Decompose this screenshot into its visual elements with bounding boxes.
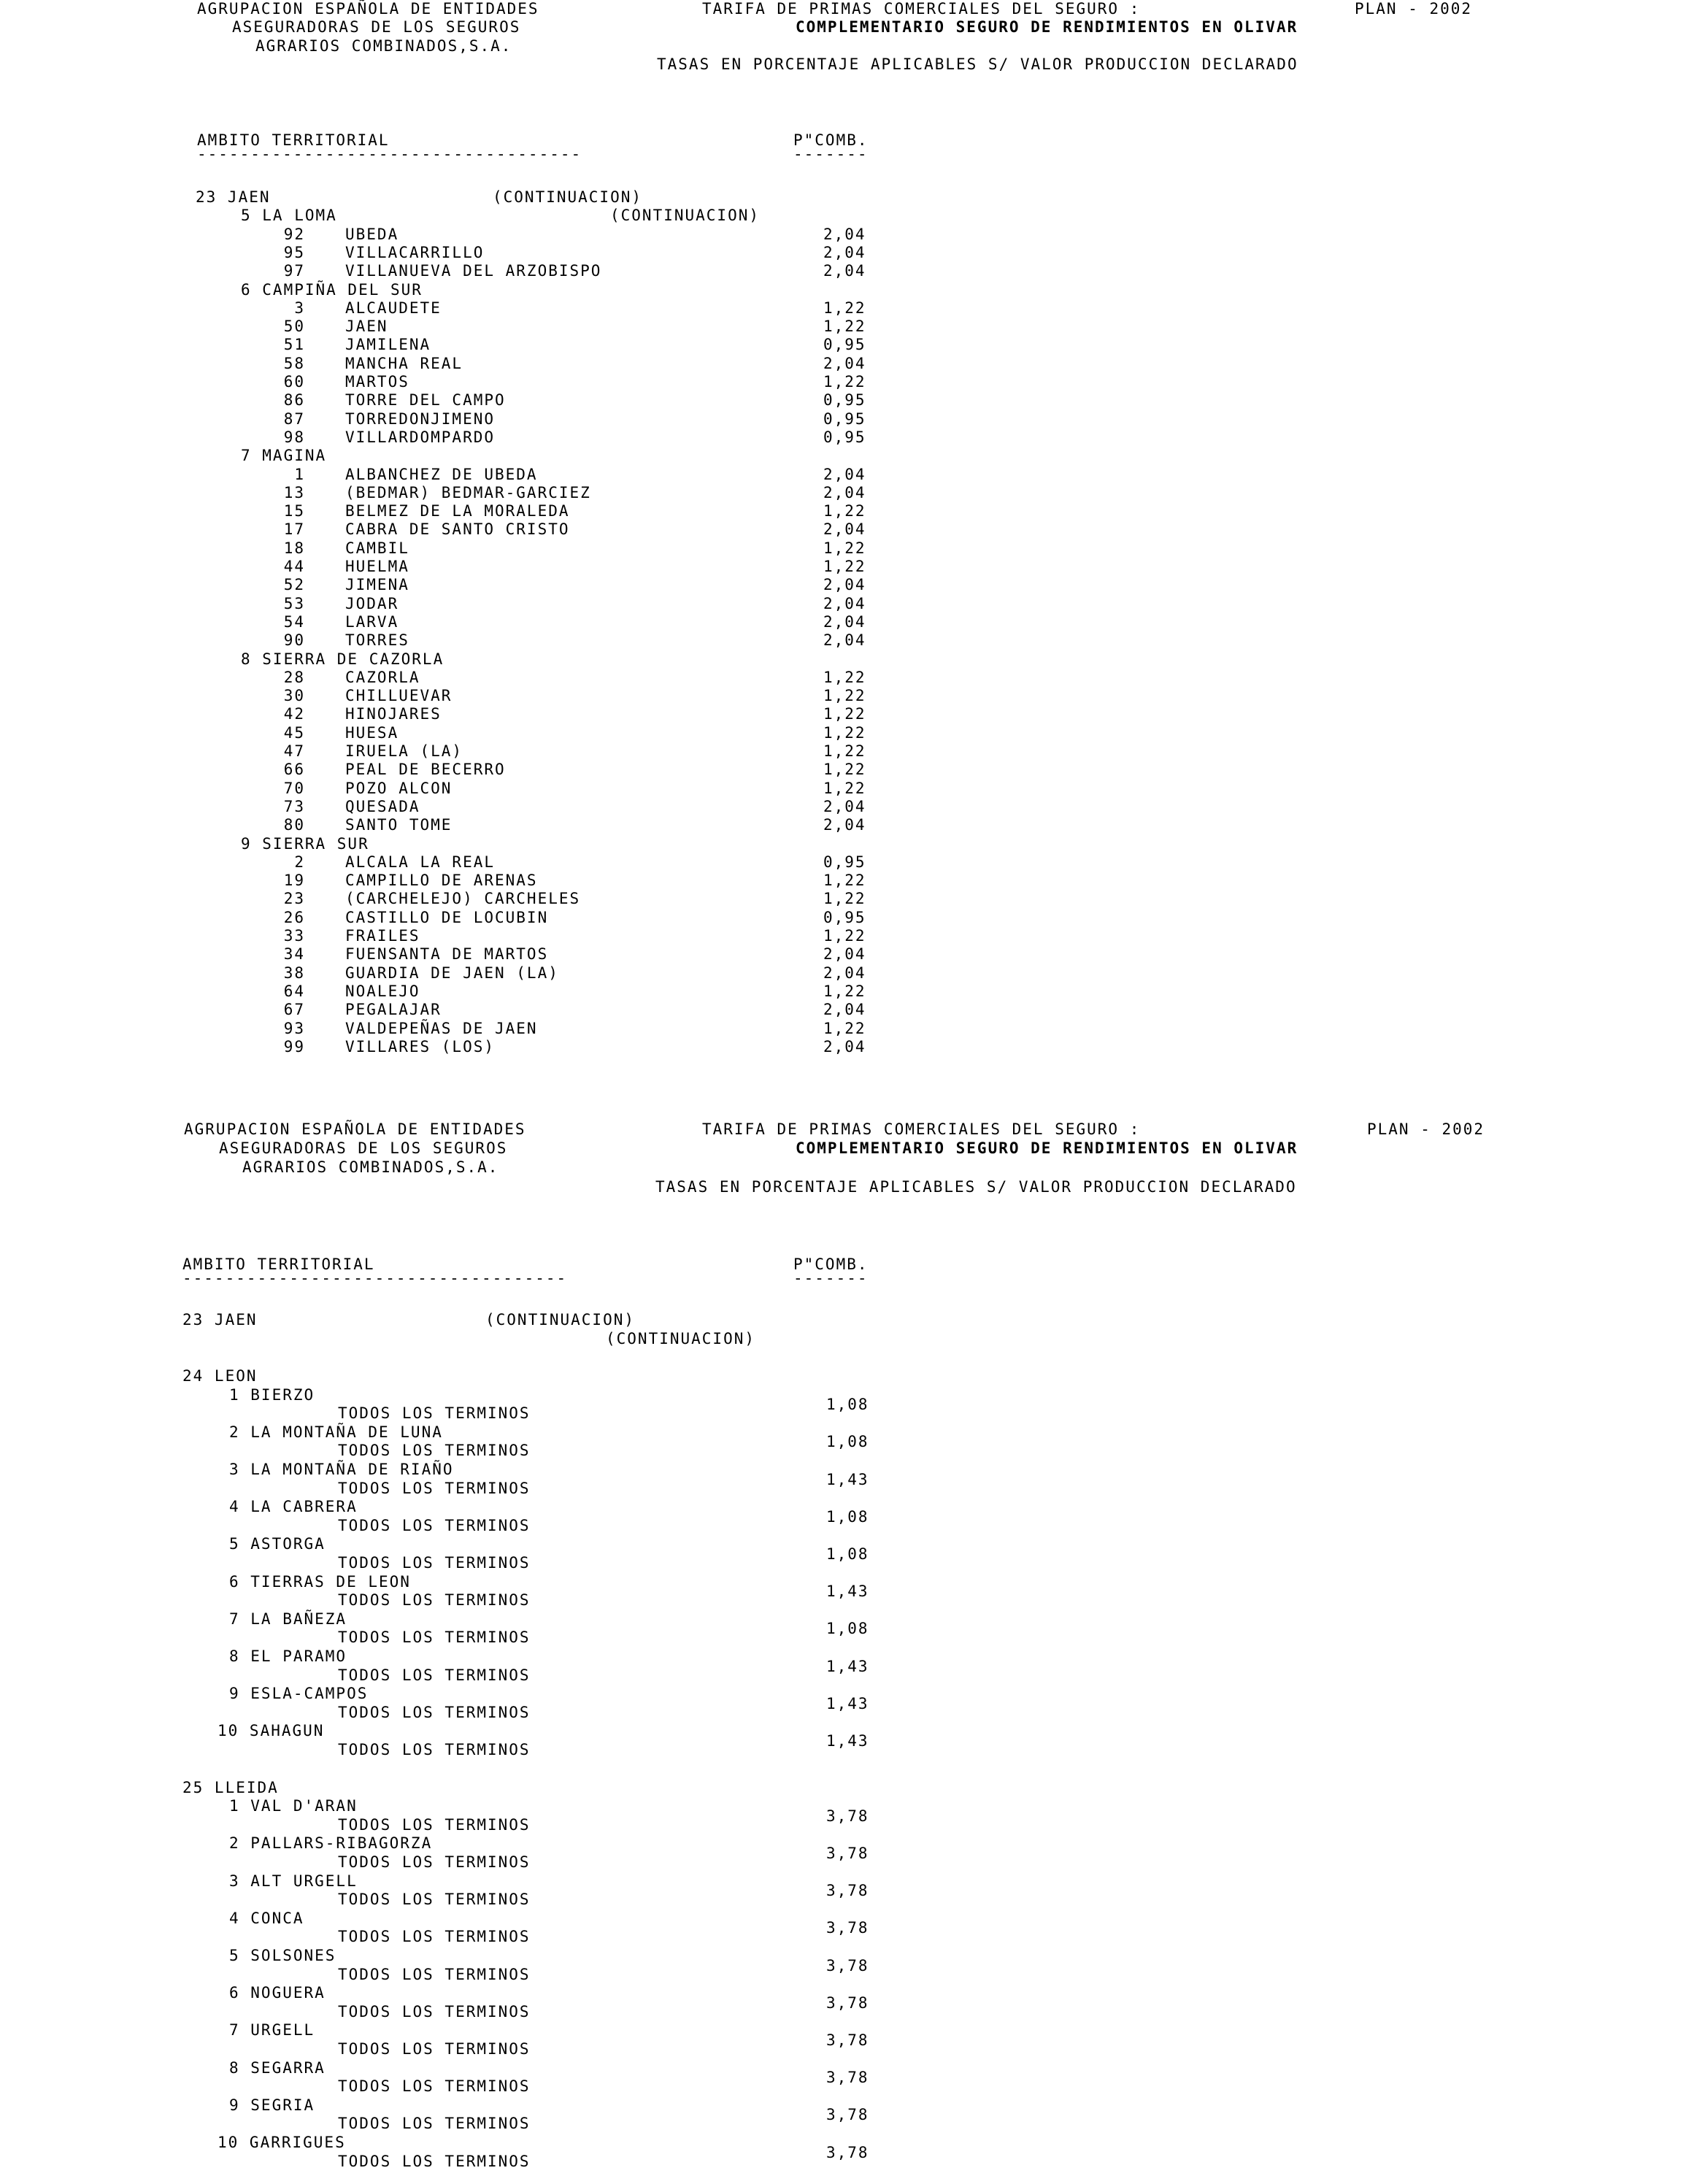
municipality-code: 3: [294, 299, 305, 317]
rate-value: 2,04: [823, 243, 866, 261]
rate-value: 1,22: [823, 318, 866, 336]
municipality-name: TORRE DEL CAMPO: [345, 391, 506, 410]
municipality-name: POZO ALCON: [345, 779, 453, 797]
municipality-code: 34: [283, 945, 305, 964]
municipality-name: UBEDA: [345, 225, 399, 243]
all-terms-label: TODOS LOS TERMINOS: [338, 1815, 531, 1834]
rate-value: 1,22: [823, 502, 866, 520]
municipality-code: 52: [283, 576, 305, 594]
org-name-line-1: AGRUPACION ESPAÑOLA DE ENTIDADES: [184, 1120, 526, 1138]
municipality-name: HINOJARES: [345, 705, 442, 723]
municipality-code: 26: [283, 908, 305, 926]
municipality-code: 95: [283, 243, 305, 261]
municipality-code: 58: [283, 354, 305, 372]
rate-value: 1,08: [826, 1507, 869, 1526]
comarca-label: 8 SIERRA DE CAZORLA: [241, 650, 444, 668]
rate-value: 1,22: [823, 539, 866, 557]
rate-value: 1,08: [826, 1433, 869, 1451]
rate-value: 1,22: [823, 761, 866, 779]
comarca-label: 5 ASTORGA: [229, 1535, 326, 1553]
municipality-code: 33: [283, 927, 305, 945]
municipality-code: 50: [283, 318, 305, 336]
comarca-label: 5 LA LOMA: [241, 207, 337, 225]
rate-value: 1,22: [823, 1019, 866, 1037]
comarca-continuation: (CONTINUACION): [606, 1330, 756, 1347]
rate-value: 2,04: [823, 1037, 866, 1056]
all-terms-label: TODOS LOS TERMINOS: [338, 2077, 531, 2096]
rate-value: 1,22: [823, 705, 866, 723]
municipality-name: VILLARDOMPARDO: [345, 428, 496, 446]
rate-value: 2,04: [823, 262, 866, 280]
rate-value: 0,95: [823, 428, 866, 446]
comarca-label: 6 TIERRAS DE LEON: [229, 1572, 411, 1591]
municipality-name: ALCAUDETE: [345, 299, 442, 317]
comarca-label: 8 SEGARRA: [229, 2058, 326, 2077]
municipality-code: 44: [283, 558, 305, 575]
tariff-title: TARIFA DE PRIMAS COMERCIALES DEL SEGURO :: [702, 0, 1141, 18]
province-continuation: (CONTINUACION): [493, 188, 643, 206]
comarca-label: 7 LA BAÑEZA: [229, 1610, 347, 1628]
rate-value: 2,04: [823, 612, 866, 631]
all-terms-label: TODOS LOS TERMINOS: [338, 1891, 531, 1909]
all-terms-label: TODOS LOS TERMINOS: [338, 1442, 531, 1460]
rate-value: 3,78: [826, 2069, 869, 2087]
rate-value: 1,08: [826, 1396, 869, 1414]
municipality-code: 23: [283, 890, 305, 908]
rate-value: 1,22: [823, 982, 866, 1000]
rate-value: 0,95: [823, 336, 866, 354]
municipality-code: 53: [283, 594, 305, 612]
municipality-name: CHILLUEVAR: [345, 687, 453, 705]
municipality-name: ALCALA LA REAL: [345, 853, 496, 871]
all-terms-label: TODOS LOS TERMINOS: [338, 1516, 531, 1534]
ambito-column-rule: ------------------------------------: [182, 1269, 568, 1287]
ambito-column-header: AMBITO TERRITORIAL: [182, 1256, 375, 1273]
rate-value: 3,78: [826, 2143, 869, 2161]
all-terms-label: TODOS LOS TERMINOS: [338, 1853, 531, 1871]
municipality-name: JIMENA: [345, 576, 409, 594]
municipality-code: 90: [283, 631, 305, 650]
municipality-code: 98: [283, 428, 305, 446]
municipality-name: CAMPILLO DE ARENAS: [345, 872, 538, 890]
rate-value: 1,22: [823, 299, 866, 317]
municipality-code: 97: [283, 262, 305, 280]
rate-value: 1,22: [823, 668, 866, 686]
rate-value: 1,43: [826, 1470, 869, 1488]
comarca-continuation: (CONTINUACION): [610, 207, 761, 225]
all-terms-label: TODOS LOS TERMINOS: [338, 2002, 531, 2020]
comarca-label: 4 LA CABRERA: [229, 1498, 358, 1516]
comarca-label: 9 SIERRA SUR: [241, 834, 369, 853]
comarca-label: 3 ALT URGELL: [229, 1872, 358, 1890]
all-terms-label: TODOS LOS TERMINOS: [338, 1479, 531, 1497]
municipality-name: IRUELA (LA): [345, 742, 463, 760]
municipality-name: SANTO TOME: [345, 816, 453, 834]
municipality-name: PEAL DE BECERRO: [345, 761, 506, 779]
municipality-code: 28: [283, 668, 305, 686]
rate-value: 1,43: [826, 1583, 869, 1601]
rate-value: 1,22: [823, 742, 866, 760]
pcomb-column-header: P"COMB.: [793, 131, 869, 149]
municipality-name: LARVA: [345, 612, 399, 631]
comarca-label: 1 VAL D'ARAN: [229, 1797, 358, 1815]
municipality-code: 87: [283, 410, 305, 428]
municipality-code: 67: [283, 1001, 305, 1019]
rate-value: 2,04: [823, 1001, 866, 1019]
rate-value: 2,04: [823, 964, 866, 982]
municipality-code: 42: [283, 705, 305, 723]
comarca-label: 8 EL PARAMO: [229, 1647, 347, 1665]
municipality-name: MARTOS: [345, 373, 409, 391]
rate-value: 3,78: [826, 1993, 869, 2012]
all-terms-label: TODOS LOS TERMINOS: [338, 2040, 531, 2058]
province-label: 23 JAEN: [196, 188, 271, 206]
plan-label: PLAN - 2002: [1355, 0, 1473, 18]
rate-value: 2,04: [823, 225, 866, 243]
municipality-code: 38: [283, 964, 305, 982]
pcomb-column-rule: -------: [793, 1269, 869, 1287]
pcomb-column-rule: -------: [793, 145, 869, 163]
municipality-name: HUELMA: [345, 558, 409, 575]
municipality-code: 93: [283, 1019, 305, 1037]
all-terms-label: TODOS LOS TERMINOS: [338, 1629, 531, 1647]
municipality-name: TORRES: [345, 631, 409, 650]
all-terms-label: TODOS LOS TERMINOS: [338, 1404, 531, 1423]
municipality-name: CAMBIL: [345, 539, 409, 557]
all-terms-label: TODOS LOS TERMINOS: [338, 1965, 531, 1983]
municipality-name: TORREDONJIMENO: [345, 410, 496, 428]
comarca-label: 9 ESLA-CAMPOS: [229, 1685, 369, 1703]
rate-value: 3,78: [826, 2106, 869, 2124]
rate-value: 3,78: [826, 1956, 869, 1975]
province-label: 24 LEON: [182, 1367, 258, 1385]
municipality-code: 80: [283, 816, 305, 834]
municipality-name: VILLARES (LOS): [345, 1037, 496, 1056]
rate-value: 0,95: [823, 391, 866, 410]
comarca-label: 6 NOGUERA: [229, 1984, 326, 2002]
rates-note: TASAS EN PORCENTAJE APLICABLES S/ VALOR PRODUCCION DECLARADO: [655, 1178, 1297, 1196]
province-label: 25 LLEIDA: [182, 1778, 279, 1796]
municipality-code: 86: [283, 391, 305, 410]
municipality-code: 73: [283, 797, 305, 815]
org-name-line-1: AGRUPACION ESPAÑOLA DE ENTIDADES: [197, 0, 539, 18]
rate-value: 3,78: [826, 1807, 869, 1825]
comarca-label: 7 URGELL: [229, 2021, 315, 2039]
municipality-name: VALDEPEÑAS DE JAEN: [345, 1019, 538, 1037]
rate-value: 2,04: [823, 631, 866, 650]
tariff-subtitle: COMPLEMENTARIO SEGURO DE RENDIMIENTOS EN OLIVAR: [796, 1139, 1298, 1157]
plan-label: PLAN - 2002: [1367, 1120, 1485, 1138]
all-terms-label: TODOS LOS TERMINOS: [338, 1591, 531, 1610]
province-label: 23 JAEN: [182, 1311, 258, 1329]
comarca-label: 4 CONCA: [229, 1909, 304, 1927]
municipality-code: 18: [283, 539, 305, 557]
all-terms-label: TODOS LOS TERMINOS: [338, 1928, 531, 1946]
municipality-name: JAMILENA: [345, 336, 431, 354]
all-terms-label: TODOS LOS TERMINOS: [338, 1703, 531, 1721]
rate-value: 2,04: [823, 465, 866, 483]
municipality-name: FUENSANTA DE MARTOS: [345, 945, 549, 964]
municipality-code: 15: [283, 502, 305, 520]
all-terms-label: TODOS LOS TERMINOS: [338, 1666, 531, 1684]
municipality-code: 45: [283, 723, 305, 742]
municipality-code: 19: [283, 872, 305, 890]
pcomb-column-header: P"COMB.: [793, 1256, 869, 1273]
rate-value: 2,04: [823, 520, 866, 539]
rate-value: 1,22: [823, 558, 866, 575]
municipality-name: ALBANCHEZ DE UBEDA: [345, 465, 538, 483]
org-name-line-2: ASEGURADORAS DE LOS SEGUROS: [232, 18, 521, 36]
rate-value: 3,78: [826, 1845, 869, 1862]
municipality-name: CAZORLA: [345, 668, 420, 686]
comarca-label: 3 LA MONTAÑA DE RIAÑO: [229, 1461, 454, 1478]
rate-value: 2,04: [823, 483, 866, 501]
municipality-name: FRAILES: [345, 927, 420, 945]
municipality-code: 60: [283, 373, 305, 391]
municipality-name: (BEDMAR) BEDMAR-GARCIEZ: [345, 483, 591, 501]
rate-value: 3,78: [826, 1919, 869, 1937]
municipality-name: QUESADA: [345, 797, 420, 815]
all-terms-label: TODOS LOS TERMINOS: [338, 1741, 531, 1758]
municipality-code: 51: [283, 336, 305, 354]
rates-note: TASAS EN PORCENTAJE APLICABLES S/ VALOR PRODUCCION DECLARADO: [657, 55, 1298, 73]
rate-value: 1,22: [823, 779, 866, 797]
municipality-name: PEGALAJAR: [345, 1001, 442, 1019]
municipality-name: GUARDIA DE JAEN (LA): [345, 964, 559, 982]
municipality-name: MANCHA REAL: [345, 354, 463, 372]
rate-value: 1,08: [826, 1545, 869, 1563]
rate-value: 2,04: [823, 354, 866, 372]
municipality-name: VILLANUEVA DEL ARZOBISPO: [345, 262, 602, 280]
rate-value: 2,04: [823, 594, 866, 612]
municipality-name: HUESA: [345, 723, 399, 742]
tariff-subtitle: COMPLEMENTARIO SEGURO DE RENDIMIENTOS EN OLIVAR: [796, 18, 1298, 36]
rate-value: 1,43: [826, 1657, 869, 1675]
municipality-name: VILLACARRILLO: [345, 243, 485, 261]
comarca-label: 10 GARRIGUES: [218, 2134, 346, 2151]
ambito-column-rule: ------------------------------------: [197, 145, 582, 163]
rate-value: 1,43: [826, 1732, 869, 1750]
comarca-label: 1 BIERZO: [229, 1385, 315, 1404]
municipality-code: 66: [283, 761, 305, 779]
rate-value: 1,43: [826, 1694, 869, 1712]
rate-value: 1,22: [823, 872, 866, 890]
municipality-code: 70: [283, 779, 305, 797]
rate-value: 1,22: [823, 927, 866, 945]
municipality-name: CASTILLO DE LOCUBIN: [345, 908, 549, 926]
municipality-name: BELMEZ DE LA MORALEDA: [345, 502, 570, 520]
municipality-code: 13: [283, 483, 305, 501]
comarca-label: 2 PALLARS-RIBAGORZA: [229, 1834, 433, 1853]
municipality-name: (CARCHELEJO) CARCHELES: [345, 890, 581, 908]
rate-value: 2,04: [823, 816, 866, 834]
municipality-code: 99: [283, 1037, 305, 1056]
org-name-line-2: ASEGURADORAS DE LOS SEGUROS: [219, 1139, 508, 1157]
municipality-code: 17: [283, 520, 305, 539]
org-name-line-3: AGRARIOS COMBINADOS,S.A.: [255, 37, 512, 55]
rate-value: 1,08: [826, 1620, 869, 1638]
province-continuation: (CONTINUACION): [485, 1311, 636, 1329]
municipality-code: 1: [294, 465, 305, 483]
tariff-title: TARIFA DE PRIMAS COMERCIALES DEL SEGURO :: [702, 1120, 1141, 1138]
rate-value: 0,95: [823, 410, 866, 428]
rate-value: 1,22: [823, 373, 866, 391]
municipality-code: 47: [283, 742, 305, 760]
all-terms-label: TODOS LOS TERMINOS: [338, 2152, 531, 2170]
municipality-code: 30: [283, 687, 305, 705]
rate-value: 2,04: [823, 945, 866, 964]
comarca-label: 9 SEGRIA: [229, 2096, 315, 2114]
rate-value: 1,22: [823, 723, 866, 742]
all-terms-label: TODOS LOS TERMINOS: [338, 1554, 531, 1572]
ambito-column-header: AMBITO TERRITORIAL: [197, 131, 390, 149]
comarca-label: 7 MAGINA: [241, 447, 327, 465]
municipality-name: CABRA DE SANTO CRISTO: [345, 520, 570, 539]
all-terms-label: TODOS LOS TERMINOS: [338, 2115, 531, 2133]
rate-value: 2,04: [823, 576, 866, 594]
comarca-label: 6 CAMPIÑA DEL SUR: [241, 280, 423, 299]
rate-value: 3,78: [826, 2031, 869, 2049]
rate-value: 0,95: [823, 853, 866, 871]
comarca-label: 2 LA MONTAÑA DE LUNA: [229, 1423, 443, 1441]
municipality-code: 92: [283, 225, 305, 243]
rate-value: 1,22: [823, 890, 866, 908]
municipality-code: 54: [283, 612, 305, 631]
rate-value: 0,95: [823, 908, 866, 926]
municipality-name: JODAR: [345, 594, 399, 612]
comarca-label: 5 SOLSONES: [229, 1947, 336, 1964]
municipality-name: JAEN: [345, 318, 388, 336]
org-name-line-3: AGRARIOS COMBINADOS,S.A.: [242, 1158, 499, 1176]
rate-value: 3,78: [826, 1882, 869, 1900]
municipality-code: 2: [294, 853, 305, 871]
rate-value: 2,04: [823, 797, 866, 815]
municipality-code: 64: [283, 982, 305, 1000]
rate-value: 1,22: [823, 687, 866, 705]
municipality-name: NOALEJO: [345, 982, 420, 1000]
comarca-label: 10 SAHAGUN: [218, 1722, 325, 1740]
